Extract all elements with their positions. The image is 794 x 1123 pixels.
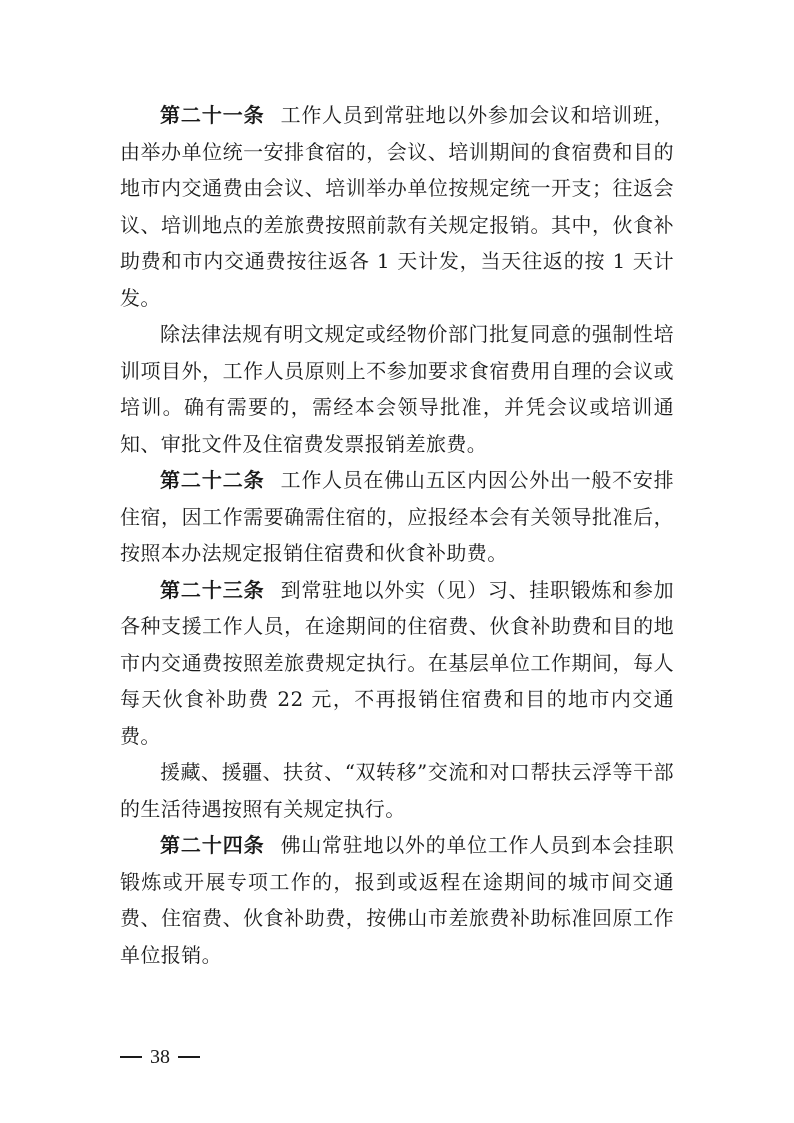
paragraph-article-21-clause-2 <box>120 316 674 462</box>
article-number: 第二十一条 <box>160 103 265 127</box>
paragraph-text: 到常驻地以外实（见）习、挂职锻炼和参加各种支援工作人员，在途期间的住宿费、伙食补助费和目的地市内交通费按照差旅费规定执行。在基层单位工作期间，每人每天伙食补助费 22 元，不再报销住宿费和目的地市内交通费。 <box>120 577 674 748</box>
footer-dash-right <box>178 1056 200 1058</box>
paragraph-text: 佛山常驻地以外的单位工作人员到本会挂职锻炼或开展专项工作的，报到或返程在途期间的城市间交通费、住宿费、伙食补助费，按佛山市差旅费补助标准回原工作单位报销。 <box>120 833 674 967</box>
paragraph-article-21 <box>120 97 674 316</box>
paragraph-article-23 <box>120 572 674 755</box>
paragraph-article-23-clause-2 <box>120 754 674 827</box>
paragraph-text: 工作人员在佛山五区内因公外出一般不安排住宿，因工作需要确需住宿的，应报经本会有关领导批准后，按照本办法规定报销住宿费和伙食补助费。 <box>120 468 674 565</box>
footer-dash-left <box>120 1056 142 1058</box>
paragraph-text: 援藏、援疆、扶贫、“双转移”交流和对口帮扶云浮等干部的生活待遇按照有关规定执行。 <box>120 760 674 821</box>
paragraph-article-22 <box>120 462 674 572</box>
page-number: 38 <box>150 1046 170 1068</box>
page-footer <box>120 1044 200 1070</box>
paragraph-text: 工作人员到常驻地以外参加会议和培训班，由举办单位统一安排食宿的，会议、培训期间的食宿费和目的地市内交通费由会议、培训举办单位按规定统一开支；往返会议、培训地点的差旅费按照前款有关规定报销。其中，伙食补助费和市内交通费按往返各 1 天计发，当天往返的按 1 天计发。 <box>120 103 674 310</box>
article-number: 第二十三条 <box>160 577 265 602</box>
article-number: 第二十四条 <box>160 833 265 857</box>
article-number: 第二十二条 <box>160 468 265 492</box>
document-page <box>120 97 674 973</box>
paragraph-text: 除法律法规有明文规定或经物价部门批复同意的强制性培训项目外，工作人员原则上不参加要求食宿费用自理的会议或培训。确有需要的，需经本会领导批准，并凭会议或培训通知、审批文件及住宿费发票报销差旅费。 <box>120 322 674 456</box>
paragraph-article-24 <box>120 827 674 973</box>
